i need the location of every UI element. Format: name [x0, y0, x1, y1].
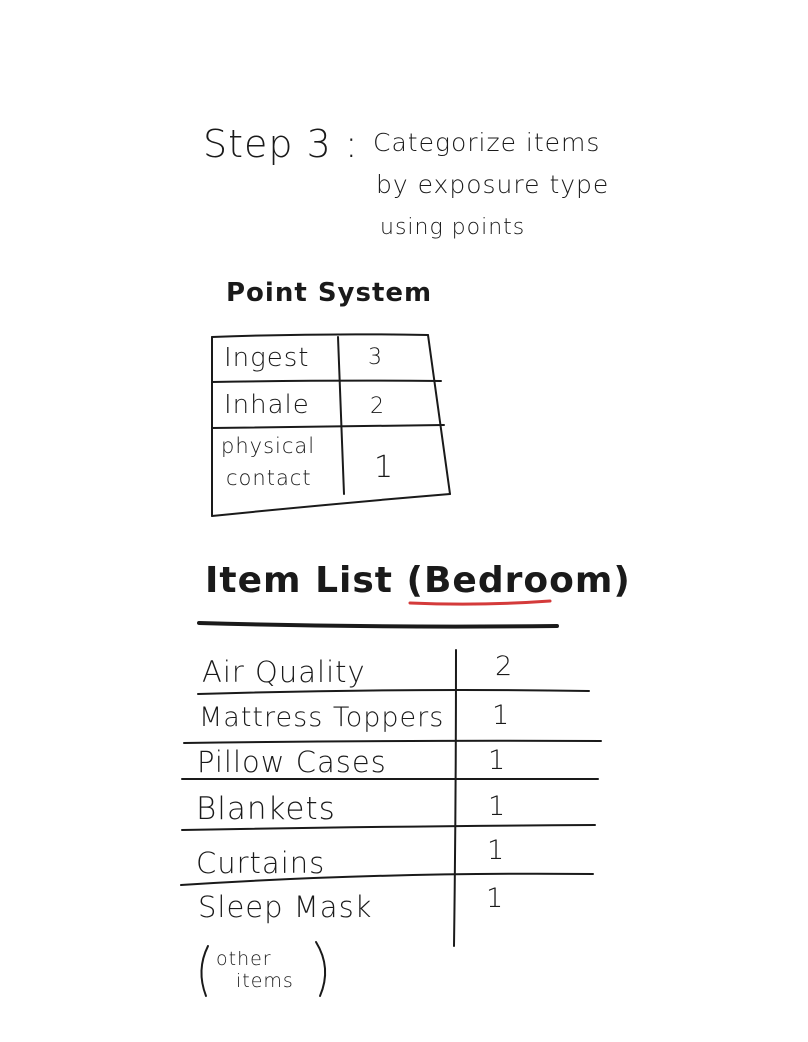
point-row-contact-label-line-1: physical — [221, 434, 316, 458]
item-row-label: Mattress Toppers — [199, 702, 445, 733]
point-row-inhale-value: 2 — [370, 394, 385, 419]
item-list-title-prefix: Item List ( — [205, 560, 424, 601]
step-label: Step 3 : — [203, 122, 359, 166]
item-row-value: 2 — [495, 651, 514, 682]
point-system-title: Point System — [226, 278, 433, 308]
item-row-value: 1 — [486, 883, 505, 914]
point-row-contact-label-line-2: contact — [226, 466, 312, 490]
step-description-line-2: by exposure type — [376, 170, 610, 199]
item-list-title-room: Bedroom — [423, 560, 614, 601]
bedroom-underline — [410, 601, 550, 604]
other-items-line-1: other — [216, 948, 272, 970]
item-row-label: Blankets — [196, 791, 336, 827]
point-row-ingest-label: Ingest — [224, 343, 310, 373]
point-row-inhale-label: Inhale — [224, 390, 310, 420]
item-row-value: 1 — [488, 791, 507, 822]
other-items-right-paren — [316, 942, 325, 996]
item-row-label: Air Quality — [202, 655, 366, 689]
item-list-title — [205, 560, 631, 601]
step-description-line-1: Categorize items — [373, 128, 601, 157]
item-row-label: Curtains — [196, 846, 326, 880]
item-row-value: 1 — [488, 745, 507, 776]
item-list-title-underline — [199, 623, 557, 627]
other-items-line-2: items — [236, 970, 294, 992]
item-row-value: 1 — [487, 835, 506, 866]
other-items-left-paren — [201, 946, 208, 996]
point-row-contact-value: 1 — [374, 450, 395, 485]
item-row-label: Pillow Cases — [197, 745, 387, 779]
item-row-value: 1 — [492, 700, 511, 731]
item-row-label: Sleep Mask — [198, 890, 373, 924]
step-description-line-3: using points — [380, 215, 526, 240]
item-list-title-suffix: ) — [613, 560, 631, 601]
point-row-ingest-value: 3 — [368, 345, 383, 370]
